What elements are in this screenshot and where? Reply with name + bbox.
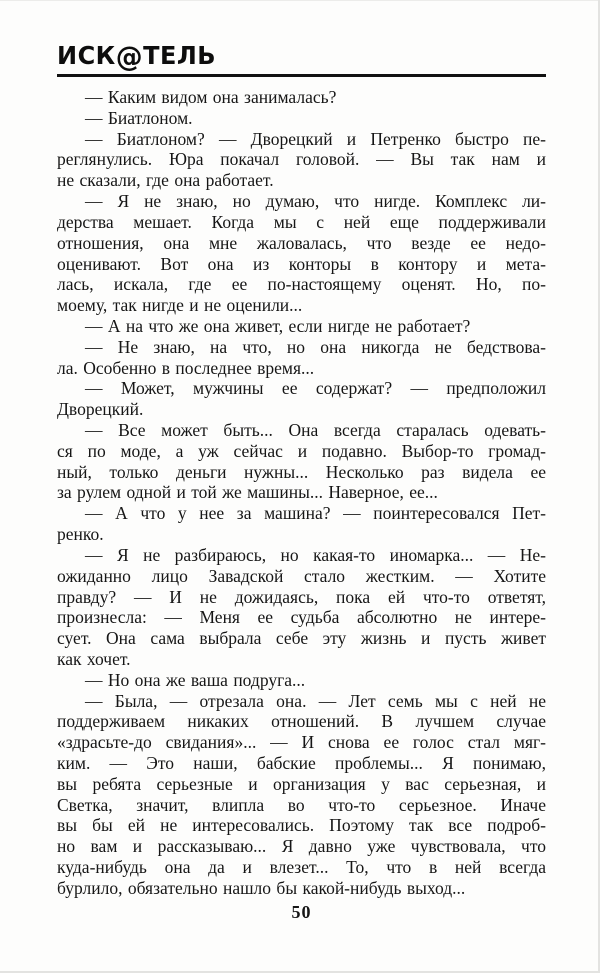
text-line: Светка, значит, влипла во что-то серьезное. Иначе <box>57 794 546 815</box>
text-line: оценивают. Вот она из конторы в контору и мета- <box>57 253 546 274</box>
text-line: как хочет. <box>57 648 131 669</box>
text-line: правду? — И не дожидаясь, пока ей что-то ответят, <box>57 586 546 607</box>
magazine-logo-text-post: ТЕЛЬ <box>143 41 217 70</box>
text-line: ла. Особенно в последнее время... <box>57 357 315 378</box>
text-line: — А на что же она живет, если нигде не работает? <box>85 315 471 336</box>
text-line: ким. — Это наши, бабские проблемы... Я понимаю, <box>57 753 546 773</box>
text-line: за рулем одной и той же машины... Наверное, ее... <box>57 482 438 503</box>
text-line: ся по моде, а уж сейчас и подавно. Выбор-то громад- <box>57 440 546 461</box>
paragraph <box>57 191 546 316</box>
paragraph <box>57 420 546 503</box>
paragraph <box>57 108 546 129</box>
text-line: вы бы ей не интересовались. Поэтому так все подроб- <box>57 815 546 836</box>
text-line: — Я не разбираюсь, но какая-то иномарка... — Не- <box>85 544 546 565</box>
text-block <box>57 87 546 899</box>
paragraph <box>57 545 546 670</box>
paragraph <box>57 337 546 379</box>
magazine-logo <box>57 40 217 73</box>
text-line: «здрасьте-до свидания»... — И снова ее голос стал мяг- <box>57 732 546 753</box>
text-line: Дворецкий. <box>57 399 144 420</box>
paragraph <box>57 670 546 691</box>
text-line: реглянулись. Юра покачал головой. — Вы так нам и <box>57 149 546 170</box>
text-line: — Может, мужчины ее содержат? — предположил <box>85 378 546 399</box>
text-line: — Все может быть... Она всегда старалась одевать- <box>85 420 546 440</box>
text-line: — Но она же ваша подруга... <box>85 669 306 690</box>
text-line: — Не знаю, на что, но она никогда не бедствова- <box>85 336 546 357</box>
circled-a-icon: @ <box>115 40 144 73</box>
text-line: — Каким видом она занималась? <box>85 87 337 107</box>
text-line: ожиданно лицо Завадской стало жестким. — Хотите <box>57 565 546 586</box>
text-line: не сказали, где она работает. <box>57 170 274 191</box>
text-line: — Была, — отрезала она. — Лет семь мы с ней не <box>85 690 546 711</box>
paragraph <box>57 503 546 545</box>
text-line: сует. Она сама выбрала себе эту жизнь и пусть живет <box>57 628 546 649</box>
paragraph <box>57 129 546 191</box>
magazine-logo-text-pre: ИСК <box>57 41 116 70</box>
text-line: произнесла: — Меня ее судьба абсолютно не интере- <box>57 607 546 628</box>
text-line: дерства мешает. Когда мы с ней еще поддерживали <box>57 211 546 232</box>
text-line: — А что у нее за машина? — поинтересовался Пет- <box>85 503 546 524</box>
text-line: но вам и рассказываю... Я давно уже чувствовала, что <box>57 836 546 857</box>
text-line: — Биатлоном? — Дворецкий и Петренко быстро пе- <box>85 128 546 149</box>
text-line: лась, искала, где ее по-настоящему оценят. Но, по- <box>57 274 546 295</box>
text-line: вы ребята серьезные и организация у вас серьезная, и <box>57 773 546 794</box>
paragraph <box>57 87 546 108</box>
text-line: ный, только деньги нужны... Несколько раз видела ее <box>57 461 546 482</box>
page-number: 50 <box>291 902 312 922</box>
paragraph <box>57 316 546 337</box>
text-line: ренко. <box>57 524 104 545</box>
text-line: бурлило, обязательно нашло бы какой-нибудь выход... <box>57 877 466 898</box>
text-line: — Биатлоном. <box>85 107 193 128</box>
text-line: моему, так нигде и не оценили... <box>57 295 303 316</box>
paragraph <box>57 691 546 899</box>
text-line: — Я не знаю, но думаю, что нигде. Комплекс ли- <box>85 191 546 212</box>
paragraph <box>57 378 546 420</box>
text-line: поддерживаем никаких отношений. В лучшем случае <box>57 711 546 732</box>
text-line: куда-нибудь она да и влезет... То, что в ней всегда <box>57 857 546 878</box>
header-rule <box>57 74 546 77</box>
text-line: отношения, она мне жаловалась, что везде ее недо- <box>57 232 546 253</box>
